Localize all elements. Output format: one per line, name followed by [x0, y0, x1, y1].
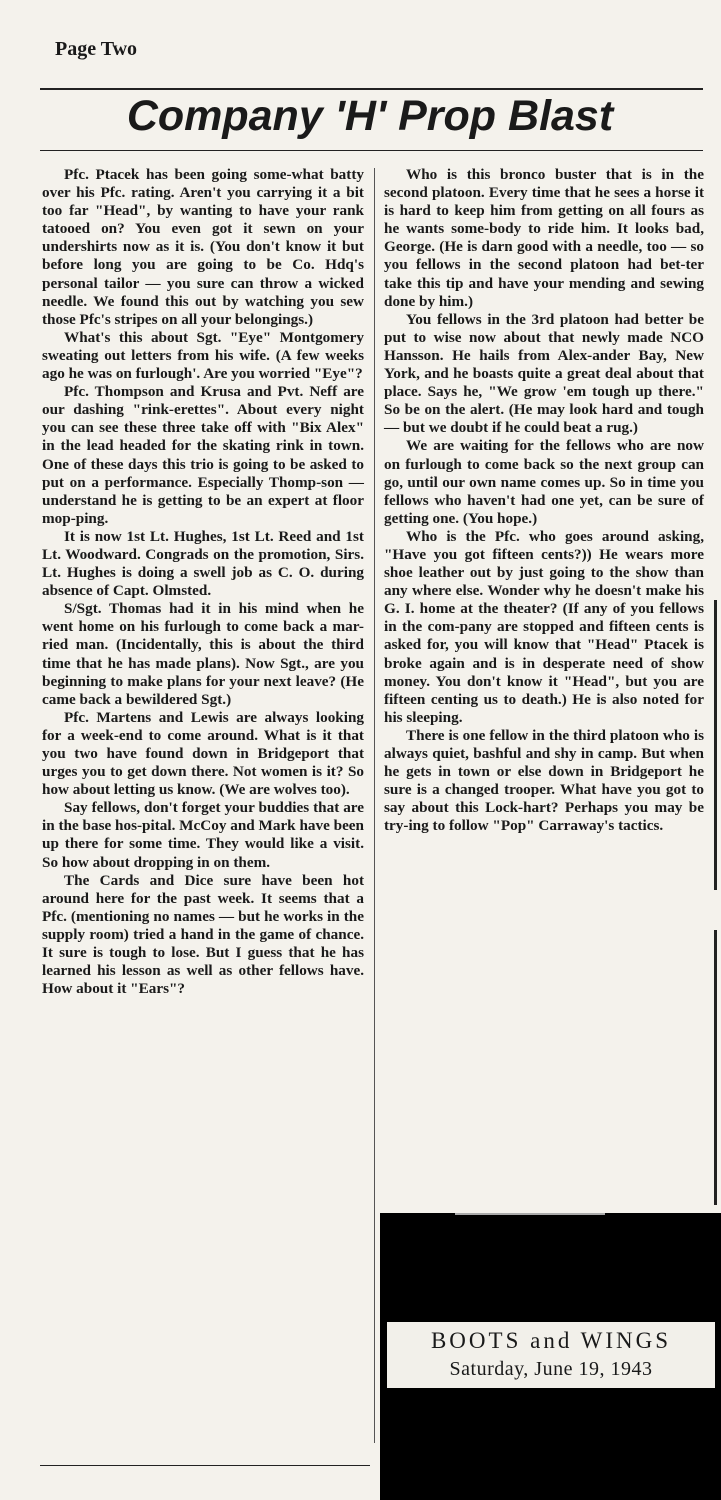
paragraph: S/Sgt. Thomas had it in his mind when he went home on his furlough to come back a mar-ried man. (Incidentally, this is about the third time that he has made plans). Now Sgt., are you beginning to make plans for your next leave? (He came back a bewildered Sgt.) — [42, 600, 364, 708]
footer-rule — [40, 1465, 370, 1466]
header-rule — [40, 88, 703, 90]
masthead-date: Saturday, June 19, 1943 — [449, 1358, 653, 1380]
headline-rule — [40, 150, 703, 151]
page-edge — [714, 600, 717, 890]
paragraph: Pfc. Thompson and Krusa and Pvt. Neff are our dashing "rink-erettes". About every night you can see these three take off with "Bix Alex" in the lead headed for the skating rink in town. One of these days this trio is going to be asked to put on a performance. Especially Thomp-son — understand he is getting to be an expert at floor mop-ping. — [42, 383, 364, 527]
paragraph: We are waiting for the fellows who are now on furlough to come back so the next group can go, until our own name comes up. So in time you fellows who haven't had one yet, can be sure of getting one. (You hope.) — [384, 437, 704, 527]
paragraph: The Cards and Dice sure have been hot around here for the past week. It seems that a Pfc. (mentioning no names — but he works in the supply room) tried a hand in the game of chance. It sure is tough to lose. But I guess that he has learned his lesson as well as other fellows have. How about it "Ears"? — [42, 871, 364, 998]
paragraph: There is one fellow in the third platoon who is always quiet, bashful and shy in camp. But when he gets in town or else down in Bridgeport he sure is a changed trooper. What have you got to say about this Lock-hart? Perhaps you may be try-ing to follow "Pop" Carraway's tactics. — [384, 726, 704, 835]
headline: Company 'H' Prop Blast — [126, 92, 614, 140]
divider-rule — [455, 1213, 605, 1215]
paragraph: Say fellows, don't forget your buddies that are in the base hos-pital. McCoy and Mark have been up there for some time. They would like a visit. So how about dropping in on them. — [42, 799, 364, 871]
article-column-1 — [42, 166, 364, 998]
page-edge — [714, 930, 717, 1205]
paragraph: Pfc. Ptacek has been going some-what batty over his Pfc. rating. Aren't you carrying it a bit too far "Head", by wanting to have your rank tatooed on? You even got it sewn on your undershirts now as it is. (You don't know it but before long you are going to be Co. Hdq's personal tailor — you sure can throw a wicked needle. We found this out by watching you sew those Pfc's stripes on all your belongings.) — [42, 166, 364, 328]
paragraph: Pfc. Martens and Lewis are always looking for a week-end to come around. What is it that you two have found down in Bridgeport that urges you to get down there. Not women is it? So how about letting us know. (We are wolves too). — [42, 708, 364, 799]
paragraph: It is now 1st Lt. Hughes, 1st Lt. Reed and 1st Lt. Woodward. Congrads on the promotion, Sirs. Lt. Hughes is doing a swell job as C. O. during absence of Capt. Olmsted. — [42, 527, 364, 600]
article-column-2 — [384, 166, 704, 835]
paragraph: What's this about Sgt. "Eye" Montgomery sweating out letters from his wife. (A few weeks ago he was on furlough'. Are you worried "Eye"? — [42, 328, 364, 383]
masthead-title: BOOTS and WINGS — [430, 1328, 672, 1353]
column-divider — [374, 168, 375, 1443]
page-label: Page Two — [55, 38, 138, 60]
paragraph: You fellows in the 3rd platoon had better be put to wise now about that newly made NCO Hansson. He hails from Alex-ander Bay, New York, and he boasts quite a great deal about that place. Says he, "We grow 'em tough up there." So be on the alert. (He may look hard and tough — but we doubt if he could beat a rug.) — [384, 310, 704, 437]
masthead — [387, 1322, 715, 1388]
paragraph: Who is this bronco buster that is in the second platoon. Every time that he sees a horse it is hard to keep him from getting on all fours as he wants some-body to ride him. It looks bad, George. (He is darn good with a needle, too — so you fellows in the second platoon had bet-ter take this tip and have your mending and sewing done by him.) — [384, 166, 704, 310]
paragraph: Who is the Pfc. who goes around asking, "Have you got fifteen cents?)) He wears more shoe leather out by just going to the show than any where else. Wonder why he doesn't make his G. I. home at the theater? (If any of you fellows in the com-pany are stopped and fifteen cents is asked for, you will know that "Head" Ptacek is broke again and is in desperate need of show money. You don't know it "Head", but you are fifteen centing us to death.) He is also noted for his sleeping. — [384, 527, 704, 726]
